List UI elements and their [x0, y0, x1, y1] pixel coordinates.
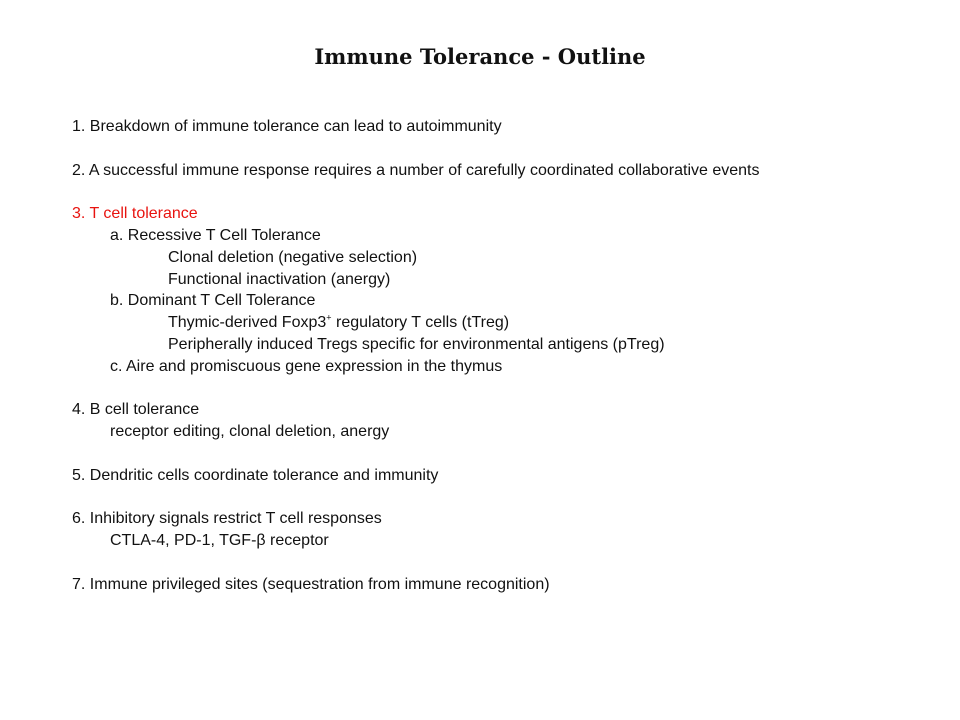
spacer [72, 443, 932, 465]
outline-item-7: 7. Immune privileged sites (sequestration from immune recognition) [72, 575, 550, 593]
outline-detail-4: receptor editing, clonal deletion, anergy [110, 423, 390, 441]
outline-list [72, 116, 932, 596]
outline-detail-3a-1: Clonal deletion (negative selection) [168, 248, 418, 266]
outline-detail-3a-2: Functional inactivation (anergy) [168, 270, 391, 288]
outline-item-1: 1. Breakdown of immune tolerance can lead to autoimmunity [72, 118, 502, 135]
superscript-plus: + [326, 312, 332, 323]
outline-subitem-3a: a. Recessive T Cell Tolerance [110, 226, 321, 244]
outline-detail-3b-2: Peripherally induced Tregs specific for environmental antigens (pTreg) [168, 335, 665, 353]
outline-detail-6: CTLA-4, PD-1, TGF-β receptor [110, 532, 329, 550]
outline-item-4: 4. B cell tolerance [72, 401, 200, 419]
detail-3b-1-text-end: regulatory T cells (tTreg) [331, 314, 510, 332]
outline-item-6: 6. Inhibitory signals restrict T cell responses [72, 510, 382, 528]
spacer [72, 552, 932, 574]
spacer [72, 487, 932, 509]
outline-item-5: 5. Dendritic cells coordinate tolerance and immunity [72, 466, 439, 484]
spacer [72, 181, 932, 203]
spacer [72, 138, 932, 160]
spacer [72, 378, 932, 400]
detail-3b-1-text: Thymic-derived Foxp3 [168, 314, 327, 332]
outline-subitem-3b: b. Dominant T Cell Tolerance [110, 292, 316, 310]
page-title: Immune Tolerance - Outline [314, 44, 646, 69]
outline-detail-3b-1 [72, 312, 932, 334]
outline-item-3-highlighted: 3. T cell tolerance [72, 205, 198, 223]
outline-item-2: 2. A successful immune response requires a number of carefully coordinated collaborative events [72, 161, 760, 179]
outline-subitem-3c: c. Aire and promiscuous gene expression in the thymus [110, 357, 503, 375]
